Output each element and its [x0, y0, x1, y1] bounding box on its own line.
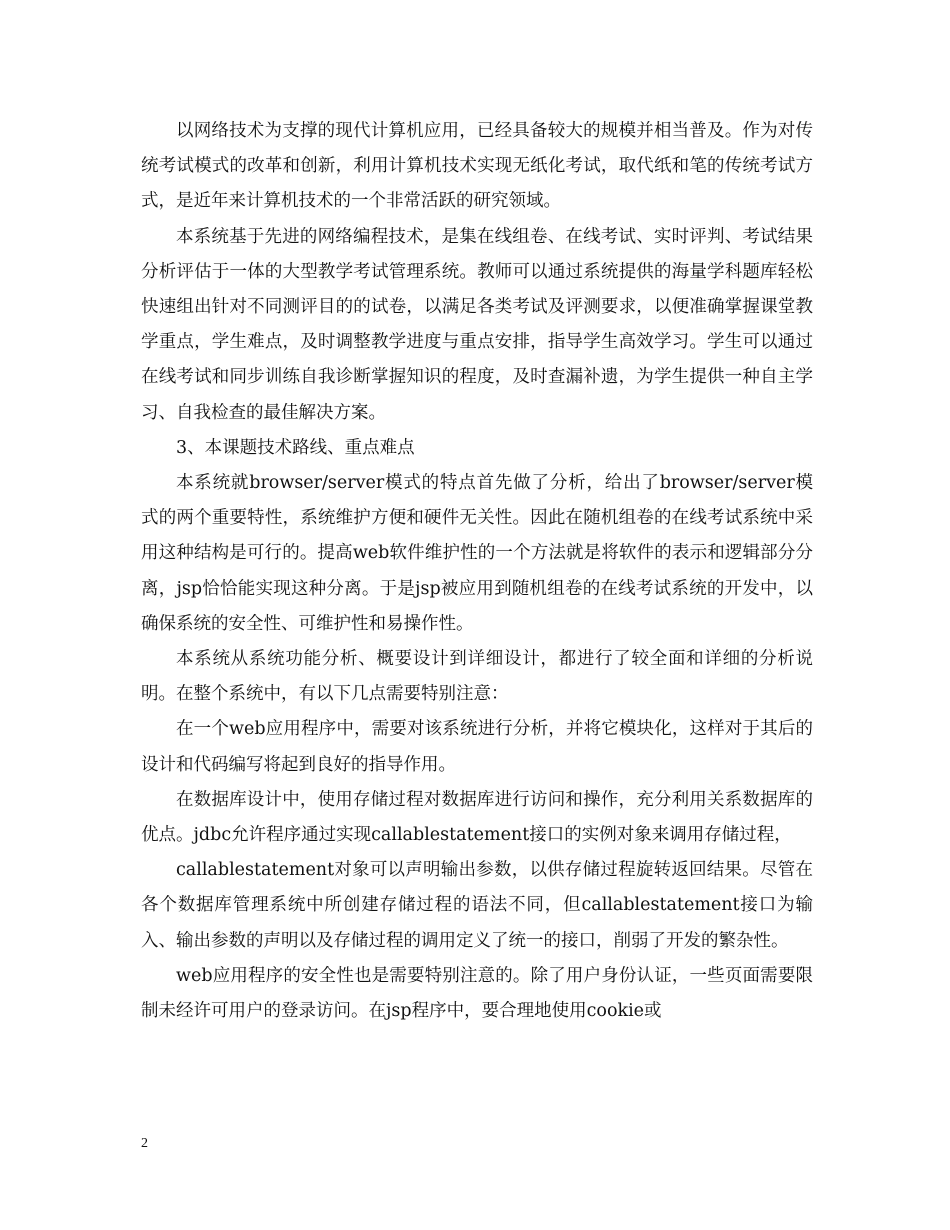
page-number: 2 [141, 1136, 148, 1151]
body-text [141, 114, 813, 1029]
paragraph-modularization: 在一个web应用程序中，需要对该系统进行分析，并将它模块化，这样对于其后的设计和代码编写将起到良好的指导作用。 [141, 719, 813, 775]
paragraph-intro: 以网络技术为支撑的现代计算机应用，已经具备较大的规模并相当普及。作为对传统考试模式的改革和创新，利用计算机技术实现无纸化考试，取代纸和笔的传统考试方式，是近年来计算机技术的一个非常活跃的研究领域。 [141, 121, 813, 212]
paragraph-callablestatement: callablestatement对象可以声明输出参数，以供存储过程旋转返回结果。尽管在各个数据库管理系统中所创建存储过程的语法不同，但callablestatement接口为输入、输出参数的声明以及存储过程的调用定义了统一的接口，削弱了开发的繁杂性。 [141, 860, 813, 951]
section-heading: 3、本课题技术路线、重点难点 [176, 437, 415, 458]
paragraph-security: web应用程序的安全性也是需要特别注意的。除了用户身份认证，一些页面需要限制未经许可用户的登录访问。在jsp程序中，要合理地使用cookie或 [141, 965, 813, 1022]
paragraph-design-notes: 本系统从系统功能分析、概要设计到详细设计，都进行了较全面和详细的分析说明。在整个系统中，有以下几点需要特别注意： [141, 649, 813, 705]
paragraph-bs-architecture: 本系统就browser/server模式的特点首先做了分析，给出了browser/server模式的两个重要特性，系统维护方便和硬件无关性。因此在随机组卷的在线考试系统中采用这种结构是可行的。提高web软件维护性的一个方法就是将软件的表示和逻辑部分分离，jsp恰恰能实现这种分离。于是jsp被应用到随机组卷的在线考试系统的开发中，以确保系统的安全性、可维护性和易操作性。 [141, 473, 813, 634]
paragraph-system-overview: 本系统基于先进的网络编程技术，是集在线组卷、在线考试、实时评判、考试结果分析评估于一体的大型教学考试管理系统。教师可以通过系统提供的海量学科题库轻松快速组出针对不同测评目的的试卷，以满足各类考试及评测要求，以便准确掌握课堂教学重点，学生难点，及时调整教学进度与重点安排，指导学生高效学习。学生可以通过在线考试和同步训练自我诊断掌握知识的程度，及时查漏补遗，为学生提供一种自主学习、自我检查的最佳解决方案。 [141, 226, 813, 423]
paragraph-database-design: 在数据库设计中，使用存储过程对数据库进行访问和操作，充分利用关系数据库的优点。jdbc允许程序通过实现callablestatement接口的实例对象来调用存储过程， [141, 789, 813, 846]
